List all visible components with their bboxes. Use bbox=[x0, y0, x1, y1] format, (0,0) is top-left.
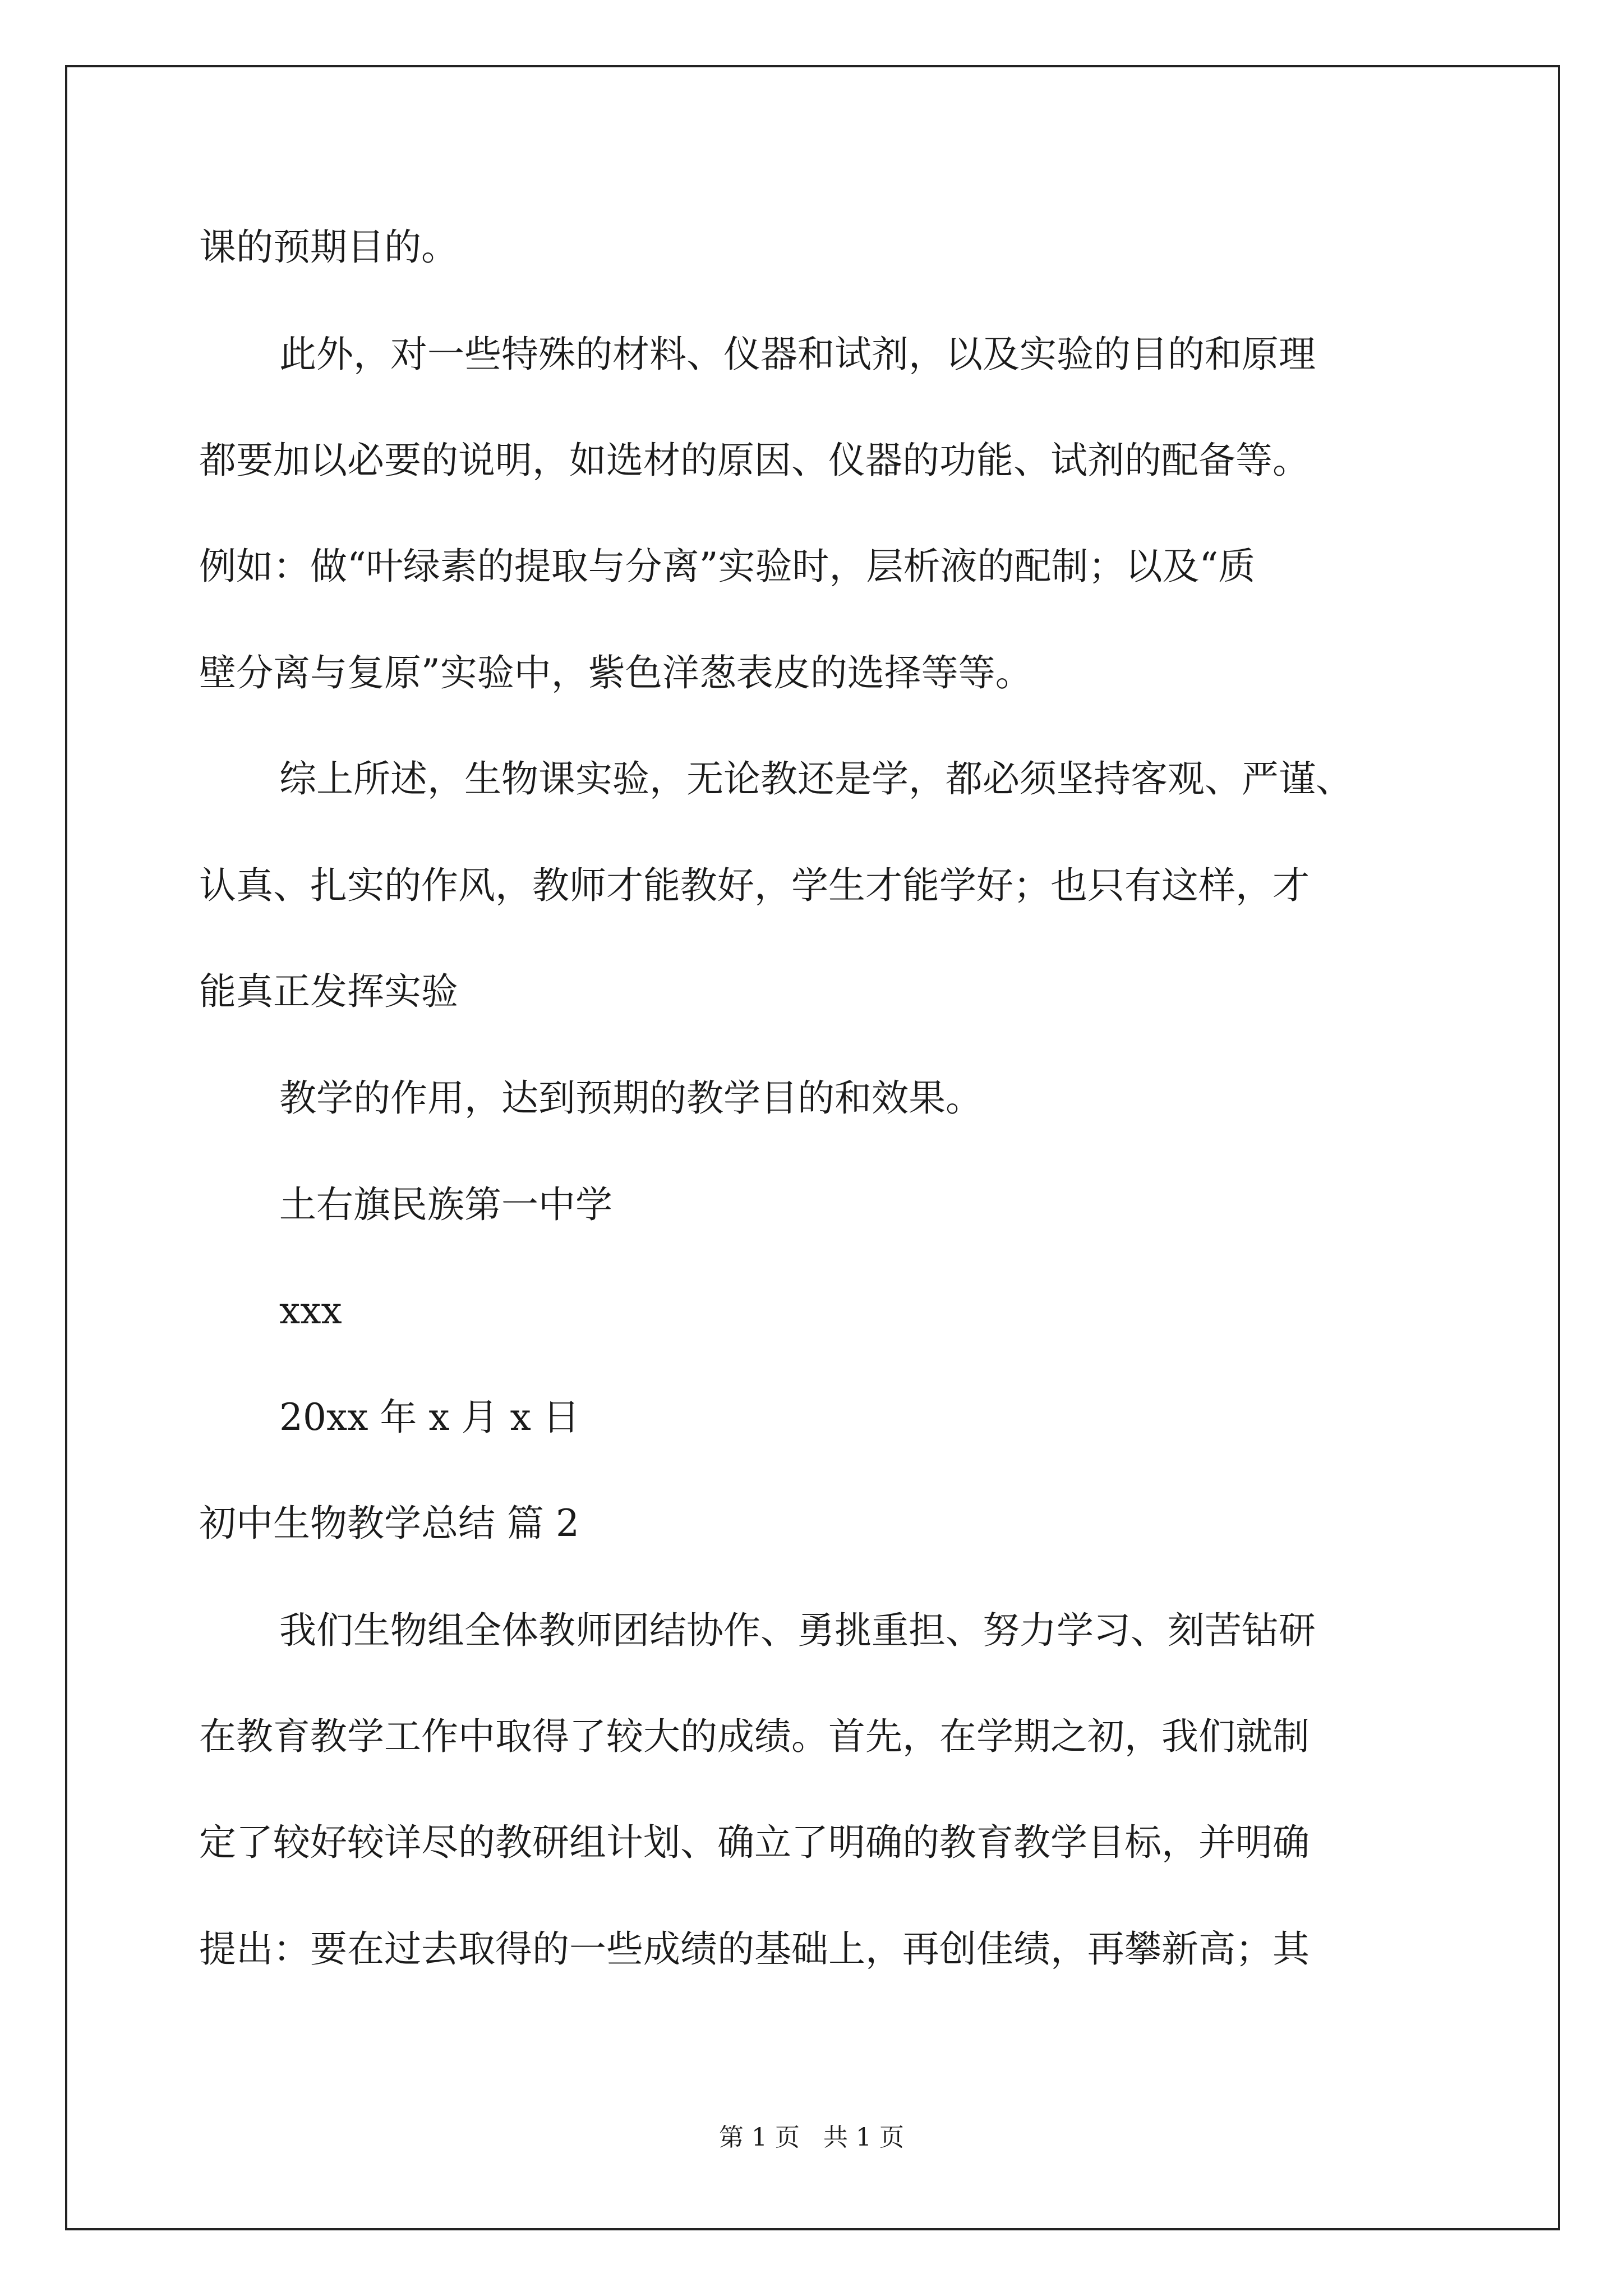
text-line: 能真正发挥实验 bbox=[199, 970, 458, 1013]
text-line: 例如：做“叶绿素的提取与分离”实验时，层析液的配制；以及“质 bbox=[199, 545, 1256, 588]
text-line: 我们生物组全体教师团结协作、勇挑重担、努力学习、刻苦钻研 bbox=[279, 1609, 1316, 1652]
text-line: 认真、扎实的作风，教师才能教好，学生才能学好；也只有这样，才 bbox=[199, 864, 1310, 907]
section-heading: 初中生物教学总结 篇 2 bbox=[199, 1502, 579, 1545]
page-footer: 第 1 页 共 1 页 bbox=[719, 2123, 904, 2152]
text-line: 综上所述，生物课实验，无论教还是学，都必须坚持客观、严谨、 bbox=[279, 757, 1353, 800]
author-name: xxx bbox=[279, 1289, 342, 1332]
text-line: 课的预期目的。 bbox=[199, 226, 458, 269]
text-line: 在教育教学工作中取得了较大的成绩。首先，在学期之初，我们就制 bbox=[199, 1715, 1310, 1758]
text-line: 都要加以必要的说明，如选材的原因、仪器的功能、试剂的配备等。 bbox=[199, 439, 1310, 482]
school-name: 土右旗民族第一中学 bbox=[279, 1183, 612, 1226]
text-line: 壁分离与复原”实验中，紫色洋葱表皮的选择等等。 bbox=[199, 651, 1032, 694]
text-line: 提出：要在过去取得的一些成绩的基础上，再创佳绩，再攀新高；其 bbox=[199, 1927, 1310, 1971]
text-line: 定了较好较详尽的教研组计划、确立了明确的教育教学目标，并明确 bbox=[199, 1821, 1310, 1864]
text-line: 教学的作用，达到预期的教学目的和效果。 bbox=[279, 1076, 983, 1120]
page-border bbox=[65, 65, 1560, 2230]
document-date: 20xx 年 x 月 x 日 bbox=[279, 1396, 580, 1439]
text-line: 此外，对一些特殊的材料、仪器和试剂，以及实验的目的和原理 bbox=[279, 333, 1316, 376]
